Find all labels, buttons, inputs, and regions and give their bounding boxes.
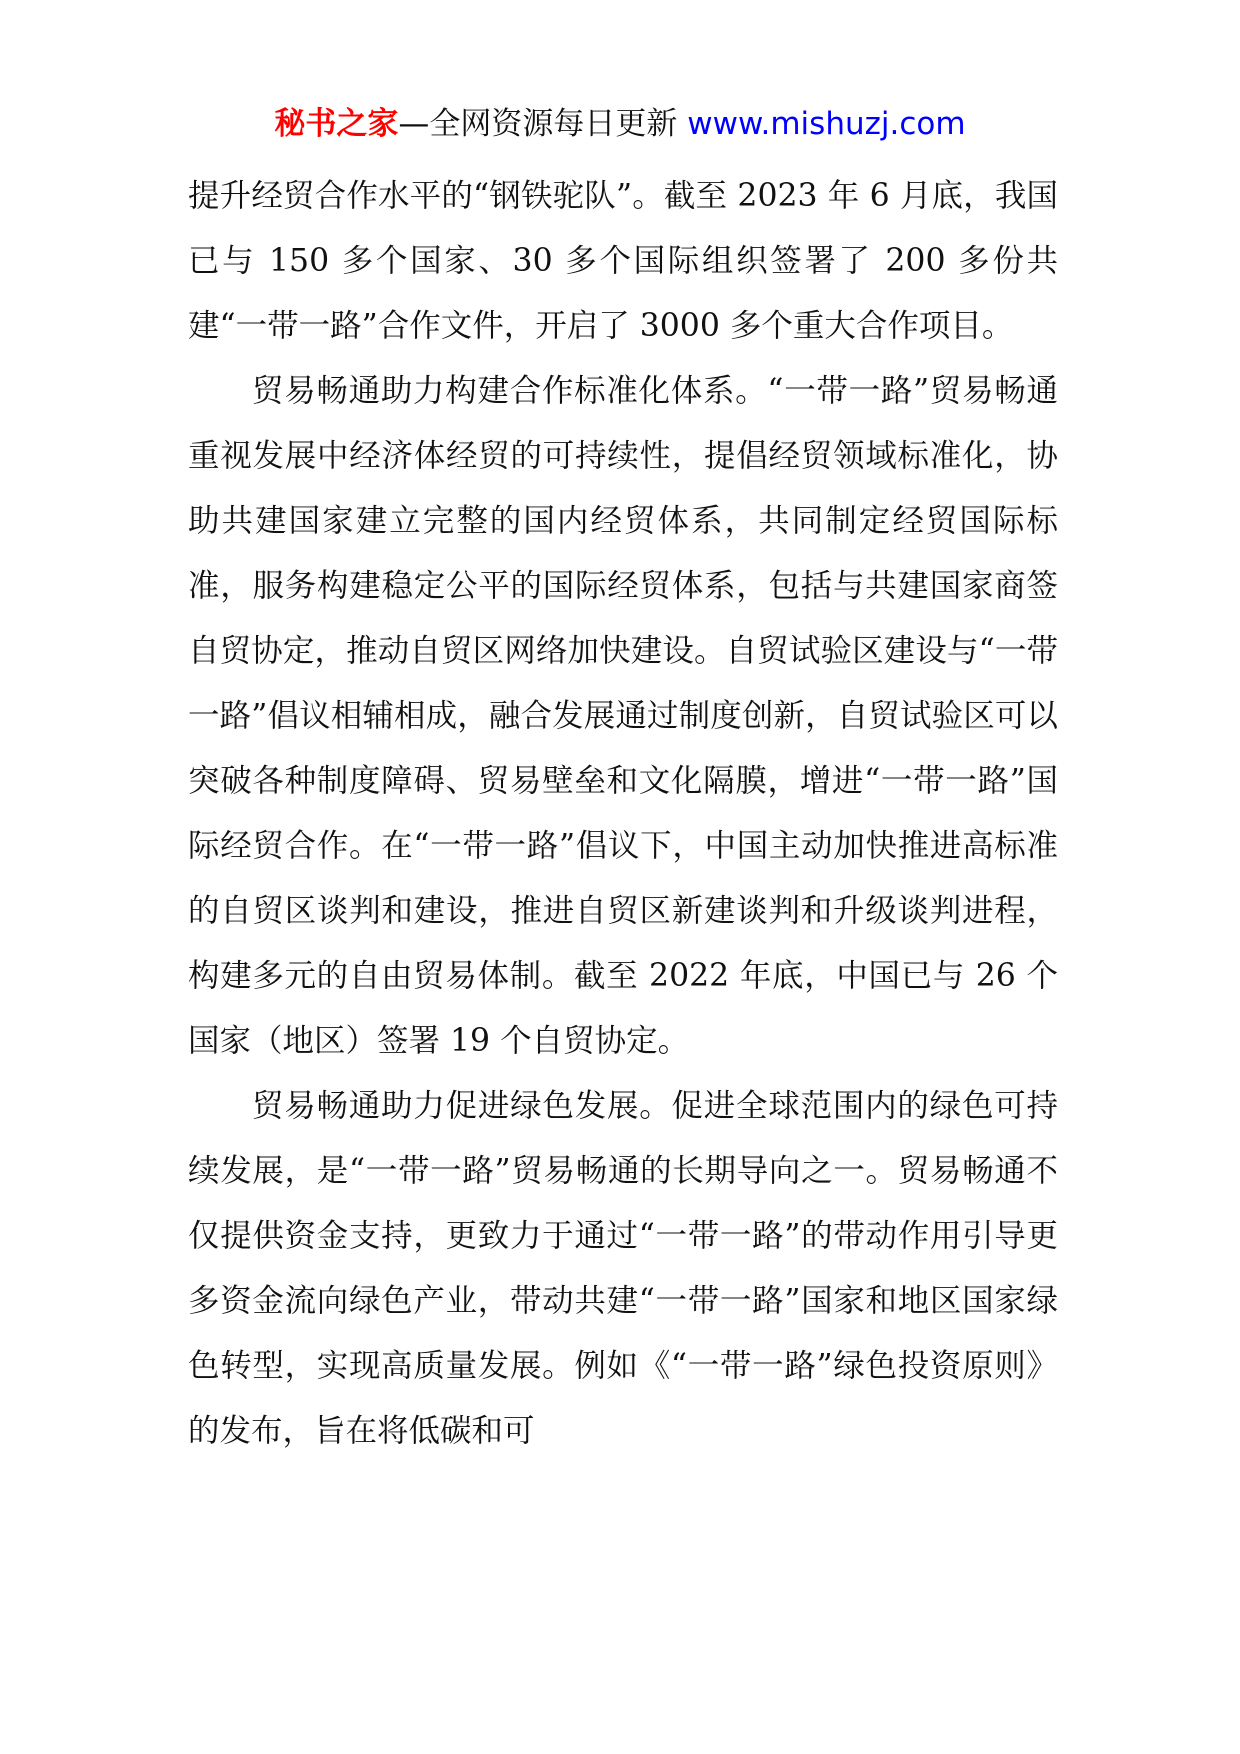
header-tagline: —全网资源每日更新 (398, 106, 688, 142)
paragraph-continuation: 提升经贸合作水平的“钢铁驼队”。截至 2023 年 6 月底，我国已与 150 多个国家、30 多个国际组织签署了 200 多份共建“一带一路”合作文件，开启了 3000 多个重大合作项目。 (188, 178, 1058, 344)
paragraph-green-development: 贸易畅通助力促进绿色发展。促进全球范围内的绿色可持续发展，是“一带一路”贸易畅通的长期导向之一。贸易畅通不仅提供资金支持，更致力于通过“一带一路”的带动作用引导更多资金流向绿色产业，带动共建“一带一路”国家和地区国家绿色转型，实现高质量发展。例如《“一带一路”绿色投资原则》的发布，旨在将低碳和可 (188, 1088, 1058, 1449)
paragraph-trade-standardization: 贸易畅通助力构建合作标准化体系。“一带一路”贸易畅通重视发展中经济体经贸的可持续性，提倡经贸领域标准化，协助共建国家建立完整的国内经贸体系，共同制定经贸国际标准，服务构建稳定公平的国际经贸体系，包括与共建国家商签自贸协定，推动自贸区网络加快建设。自贸试验区建设与“一带一路”倡议相辅相成，融合发展通过制度创新，自贸试验区可以突破各种制度障碍、贸易壁垒和文化隔膜，增进“一带一路”国际经贸合作。在“一带一路”倡议下，中国主动加快推进高标准的自贸区谈判和建设，推进自贸区新建谈判和升级谈判进程，构建多元的自由贸易体制。截至 2022 年底，中国已与 26 个国家（地区）签署 19 个自贸协定。 (188, 373, 1058, 1059)
document-body (188, 164, 1058, 1464)
page-header (0, 102, 1240, 146)
header-url-link[interactable]: www.mishuzj.com (687, 106, 966, 142)
header-brand: 秘书之家 (274, 106, 399, 142)
